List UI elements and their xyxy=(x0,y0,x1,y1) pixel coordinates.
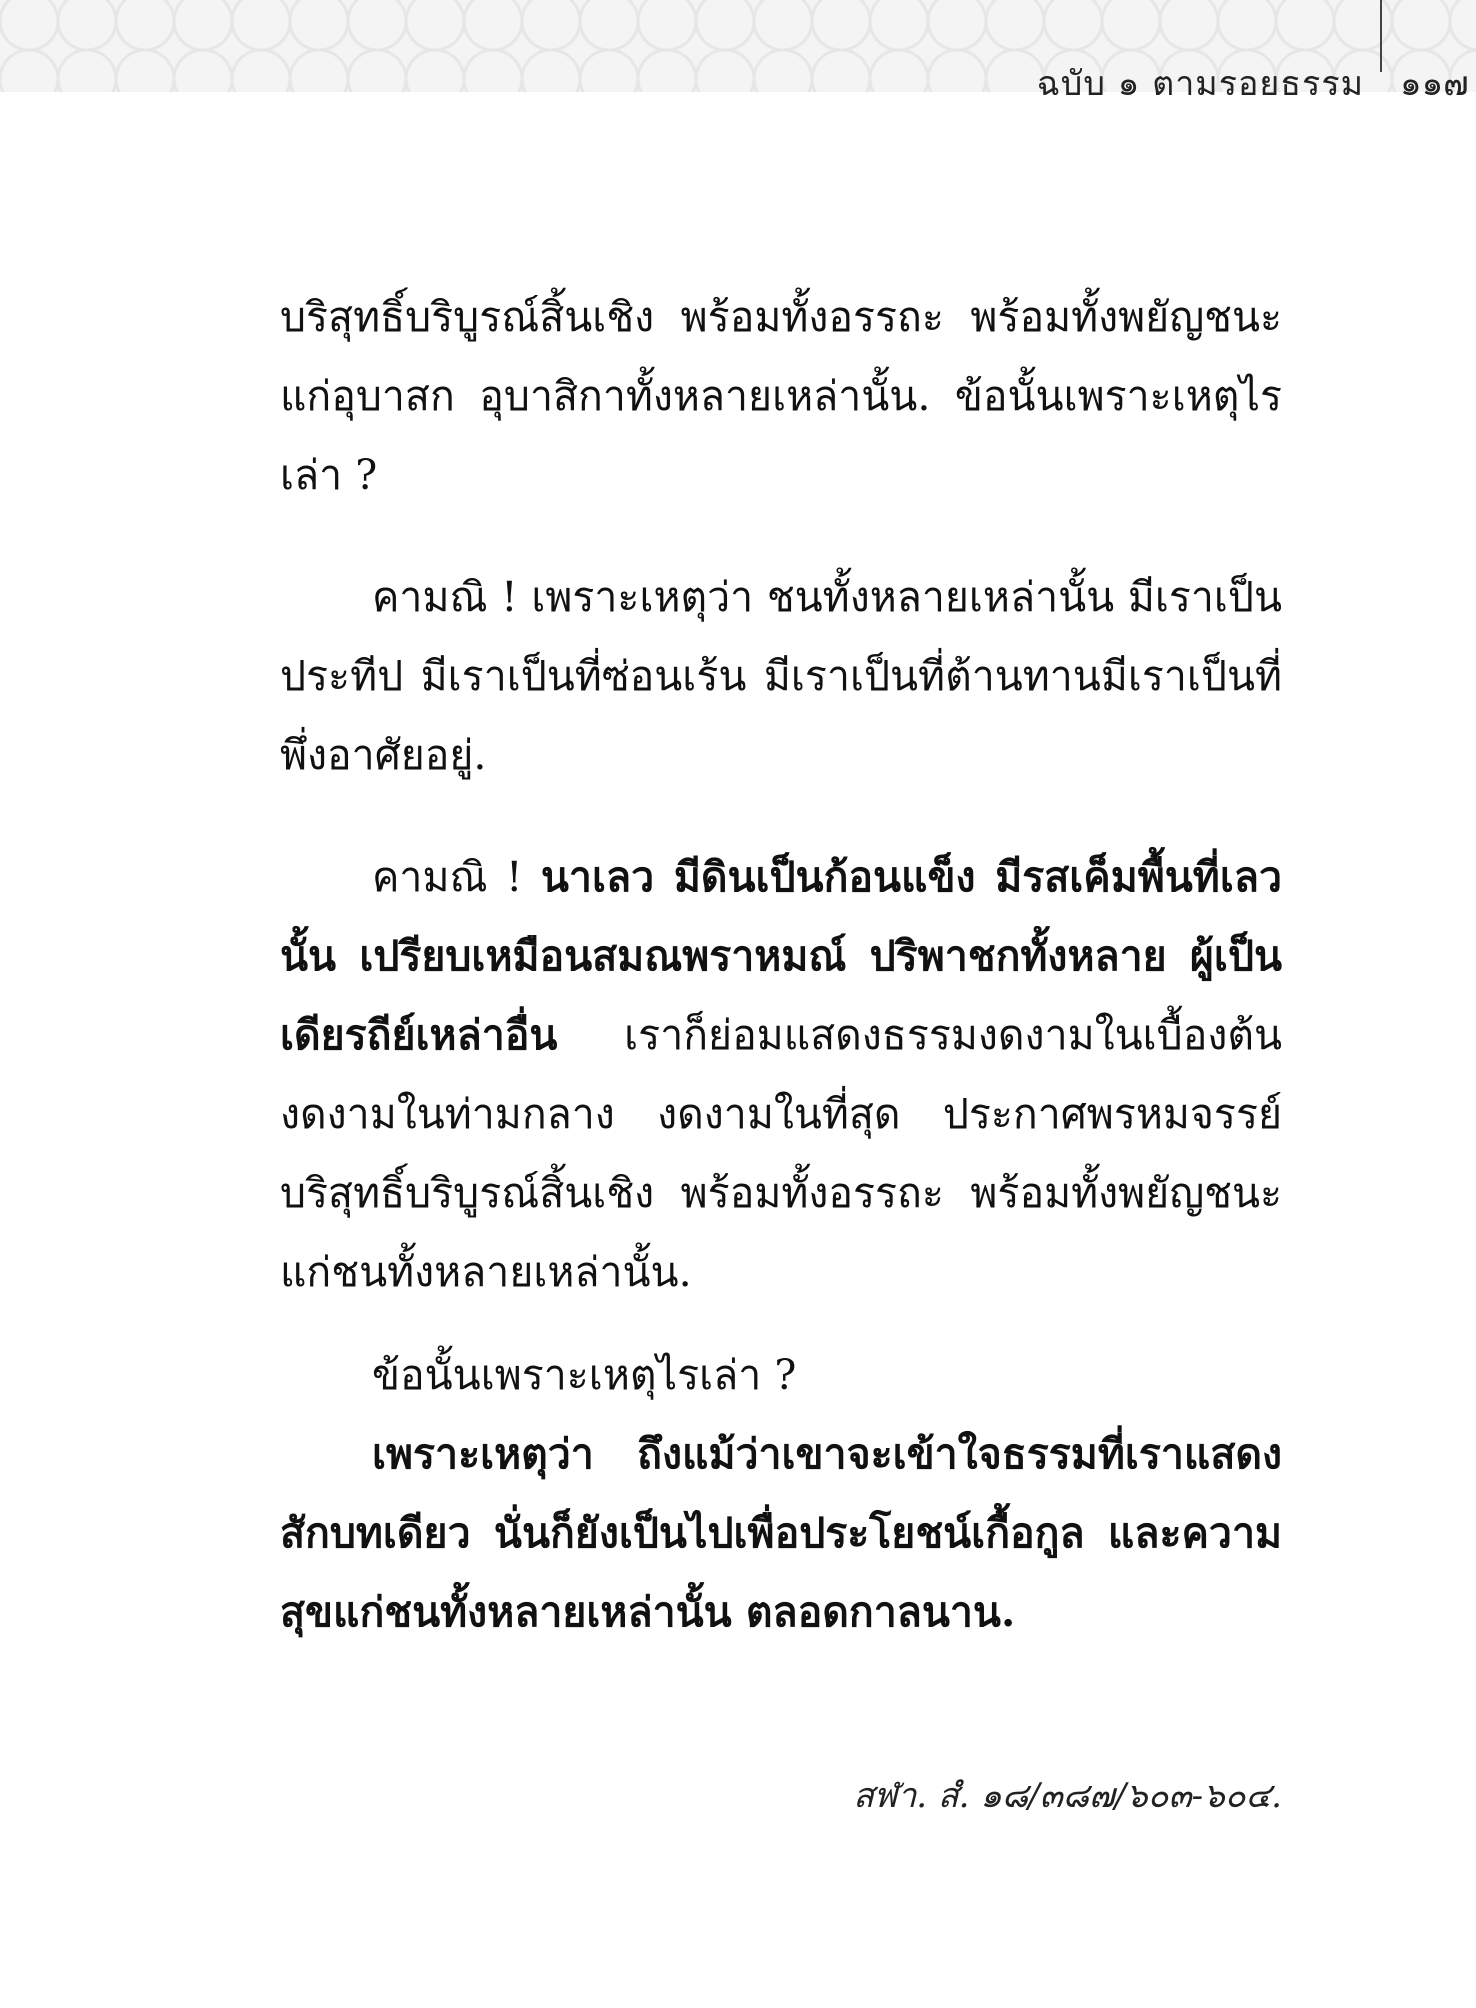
header-title: ฉบับ ๑ ตามรอยธรรม xyxy=(1036,64,1364,104)
page-body xyxy=(280,278,1282,1652)
paragraph-4: ข้อนั้นเพราะเหตุไรเล่า ? xyxy=(372,1351,797,1399)
running-header xyxy=(1037,58,1476,108)
paragraph-2: คามณิ ! เพราะเหตุว่า ชนทั้งหลายเหล่านั้น มีเราเป็นประทีป มีเราเป็นที่ซ่อนเร้น มีเราเป็นที่ต้านทานมีเราเป็นที่พึ่งอาศัยอยู่. xyxy=(280,573,1282,779)
page-number: ๑๑๗ xyxy=(1400,64,1469,104)
paragraph-3-rest: เราก็ย่อมแสดงธรรมงดงามในเบื้องต้น งดงามในท่ามกลาง งดงามในที่สุด ประกาศพรหมจรรย์บริสุทธิ์บริบูรณ์สิ้นเชิง พร้อมทั้งอรรถะ พร้อมทั้งพยัญชนะ แก่ชนทั้งหลายเหล่านั้น. xyxy=(280,1011,1282,1296)
paragraph-1: บริสุทธิ์บริบูรณ์สิ้นเชิง พร้อมทั้งอรรถะ พร้อมทั้งพยัญชนะ แก่อุบาสก อุบาสิกาทั้งหลายเหล่านั้น. ข้อนั้นเพราะเหตุไรเล่า ? xyxy=(280,293,1282,499)
citation-reference: สฬา. สํ. ๑๘/๓๘๗/๖๐๓-๖๐๔. xyxy=(853,1776,1282,1816)
paragraph-5: เพราะเหตุว่า ถึงแม้ว่าเขาจะเข้าใจธรรมที่เราแสดงสักบทเดียว นั่นก็ยังเป็นไปเพื่อประโยชน์เกื้อกูล และความสุขแก่ชนทั้งหลายเหล่านั้น ตลอดกาลนาน. xyxy=(280,1430,1282,1636)
paragraph-3 xyxy=(280,838,1282,1312)
paragraph-3-bold: นาเลว มีดินเป็นก้อนแข็ง มีรสเค็มพื้นที่เลวนั้น เปรียบเหมือนสมณพราหมณ์ ปริพาชกทั้งหลาย ผู้เป็นเดียรถีย์เหล่าอื่น xyxy=(280,853,1282,1059)
paragraph-3-lead: คามณิ ! xyxy=(372,853,541,901)
